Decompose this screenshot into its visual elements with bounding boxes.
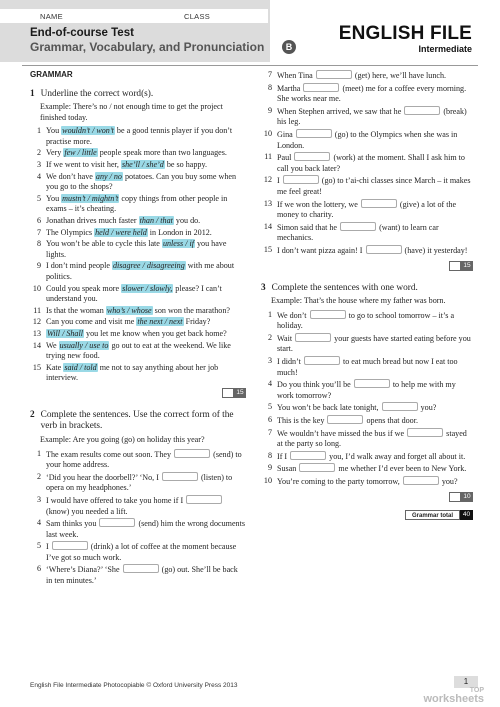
item-text-before: If I bbox=[277, 451, 288, 461]
item-text bbox=[46, 284, 246, 305]
item-text bbox=[277, 463, 473, 475]
item-text-after: (go) out. She’ll be back in ten minutes.’ bbox=[46, 565, 238, 586]
item-text-before: Kate bbox=[46, 362, 62, 372]
item-text-before: Martha bbox=[277, 83, 301, 93]
example bbox=[30, 435, 246, 446]
item-text-before: You won’t be able to cycle this late bbox=[46, 239, 160, 249]
item-text-after: in London in 2012. bbox=[149, 227, 212, 237]
question-item bbox=[261, 310, 473, 332]
item-text-before: Could you speak more bbox=[46, 283, 120, 293]
test-title: End-of-course Test bbox=[30, 27, 134, 39]
grammar-total-label: Grammar total bbox=[405, 510, 460, 520]
item-text-after: be so happy. bbox=[166, 160, 207, 170]
grammar-total-value: 40 bbox=[460, 510, 473, 520]
question-item bbox=[30, 126, 246, 147]
item-text-after: (get) here, we’ll have lunch. bbox=[354, 71, 447, 80]
item-text-after: (send) to your home address. bbox=[46, 449, 242, 470]
test-header bbox=[0, 0, 500, 62]
question-item bbox=[30, 261, 246, 282]
item-text-after: (have) it yesterday! bbox=[404, 245, 468, 255]
item-number: 7 bbox=[36, 227, 41, 237]
item-number: 8 bbox=[36, 239, 41, 249]
name-class-strip bbox=[0, 9, 268, 23]
page-number: 1 bbox=[454, 676, 478, 688]
item-text-before: We wouldn’t have missed the bus if we bbox=[277, 428, 405, 438]
question-2-score bbox=[261, 261, 473, 271]
item-number: 4 bbox=[36, 518, 41, 528]
item-text-after: stayed at the party so long. bbox=[277, 428, 467, 449]
item-text bbox=[46, 160, 246, 171]
item-text-after: to go to school tomorrow – it’s a holiday. bbox=[277, 310, 455, 331]
answer-choices[interactable]: said / told bbox=[64, 362, 97, 372]
score-value: 10 bbox=[461, 492, 473, 502]
item-text bbox=[46, 472, 246, 494]
question-3 bbox=[261, 283, 473, 520]
item-text bbox=[46, 449, 246, 471]
question-item bbox=[261, 402, 473, 414]
question-instruction: Underline the correct word(s). bbox=[40, 88, 154, 99]
item-number: 1 bbox=[36, 448, 41, 458]
example bbox=[261, 296, 473, 307]
answer-choices[interactable]: held / were held bbox=[95, 227, 147, 237]
item-text-after: you do. bbox=[175, 216, 201, 226]
item-text bbox=[277, 451, 473, 463]
item-text bbox=[46, 216, 246, 227]
question-item bbox=[261, 83, 473, 105]
example-label: Example: bbox=[271, 296, 303, 305]
item-text-after: be a good tennis player if you don’t practise more. bbox=[46, 126, 233, 146]
answer-blank[interactable] bbox=[290, 451, 326, 460]
question-item bbox=[30, 148, 246, 159]
item-text bbox=[46, 518, 246, 540]
item-text bbox=[46, 261, 246, 282]
item-text bbox=[46, 495, 246, 517]
item-number: 6 bbox=[36, 216, 41, 226]
question-3-heading bbox=[261, 283, 473, 295]
answer-blank[interactable] bbox=[327, 415, 363, 424]
answer-blank[interactable] bbox=[295, 333, 331, 342]
question-item bbox=[261, 356, 473, 378]
item-text bbox=[277, 310, 473, 332]
item-text bbox=[277, 356, 473, 378]
item-text bbox=[46, 329, 246, 340]
answer-blank[interactable] bbox=[310, 310, 346, 319]
item-text-after: (listen) to opera on my headphones.’ bbox=[46, 472, 233, 493]
item-number: 8 bbox=[267, 82, 272, 92]
item-text bbox=[277, 245, 473, 257]
item-number: 2 bbox=[36, 471, 41, 481]
item-text-before: I don’t mind people bbox=[46, 261, 110, 271]
answer-blank[interactable] bbox=[283, 175, 319, 184]
item-text-before: You won’t be back late tonight, bbox=[277, 403, 379, 413]
answer-blank[interactable] bbox=[52, 541, 88, 550]
item-text bbox=[277, 175, 473, 197]
item-text-after: potatoes. Can you buy some when you go to the shops? bbox=[46, 171, 237, 192]
item-text-before: I would have offered to take you home if I bbox=[46, 495, 184, 505]
example-text: Are you going (go) on holiday this year? bbox=[72, 434, 205, 444]
item-text-before: Do you think you’ll be bbox=[277, 380, 351, 390]
answer-choices[interactable]: than / that bbox=[139, 216, 173, 226]
question-2-items-continued bbox=[261, 70, 473, 257]
item-text-after: (work) at the moment. Shall I ask him to call you back later? bbox=[277, 153, 465, 173]
item-text-before: I didn’t bbox=[277, 356, 301, 366]
item-text-after: Friday? bbox=[185, 317, 211, 327]
item-text-before: Sam thinks you bbox=[46, 519, 97, 529]
item-text-after: me not to say anything about her job interview. bbox=[46, 362, 219, 383]
answer-blank[interactable] bbox=[366, 245, 402, 254]
item-text-after: (send) him the wrong documents last week. bbox=[46, 519, 245, 539]
item-number: 4 bbox=[267, 379, 272, 389]
question-2-items bbox=[30, 449, 246, 587]
question-item bbox=[30, 329, 246, 340]
answer-blank[interactable] bbox=[382, 402, 418, 411]
question-item bbox=[30, 564, 246, 586]
item-text-after: (give) a lot of the money to charity. bbox=[277, 199, 457, 220]
item-text bbox=[277, 428, 473, 450]
section-title: GRAMMAR bbox=[30, 70, 73, 79]
question-item bbox=[30, 449, 246, 471]
answer-choices[interactable]: any / no bbox=[95, 171, 122, 181]
question-number: 1 bbox=[30, 88, 35, 99]
item-text-after: you? bbox=[420, 403, 437, 413]
question-number: 3 bbox=[261, 282, 266, 293]
item-text bbox=[46, 341, 246, 362]
item-text bbox=[46, 228, 246, 239]
score-box[interactable] bbox=[222, 388, 234, 398]
item-text bbox=[277, 415, 473, 427]
item-number: 14 bbox=[263, 221, 272, 231]
item-text-after: (go) to the Olympics when she was in London. bbox=[277, 129, 458, 150]
left-column bbox=[30, 70, 246, 588]
item-text bbox=[46, 148, 246, 159]
item-number: 15 bbox=[263, 244, 272, 254]
item-text bbox=[46, 172, 246, 193]
item-text-before: ‘Did you hear the doorbell?’ ‘No, I bbox=[46, 472, 159, 482]
brand-logo bbox=[339, 24, 472, 54]
score-box[interactable] bbox=[449, 492, 461, 502]
answer-blank[interactable] bbox=[99, 518, 135, 527]
item-text-after: (drink) a lot of coffee at the moment because I’ve got so much work. bbox=[46, 542, 237, 562]
item-number: 9 bbox=[267, 463, 272, 473]
item-number: 12 bbox=[32, 317, 41, 327]
item-number: 7 bbox=[267, 70, 272, 79]
question-item bbox=[261, 199, 473, 221]
item-text-after: (go) to t’ai-chi classes since March – it makes me feel great! bbox=[277, 176, 471, 196]
item-text-after: (know) you needed a lift. bbox=[46, 506, 128, 516]
item-text bbox=[46, 306, 246, 317]
class-label: CLASS bbox=[184, 12, 211, 21]
question-item bbox=[261, 152, 473, 174]
item-text bbox=[277, 83, 473, 105]
item-text-before: When Tina bbox=[277, 71, 313, 80]
answer-blank[interactable] bbox=[407, 428, 443, 437]
item-text-before: Jonathan drives much faster bbox=[46, 216, 137, 226]
answer-blank[interactable] bbox=[174, 449, 210, 458]
item-text bbox=[277, 106, 473, 128]
item-text-after: you have lights. bbox=[46, 239, 227, 259]
item-number: 2 bbox=[267, 332, 272, 342]
example-label: Example: bbox=[40, 102, 72, 112]
question-2 bbox=[30, 410, 246, 587]
example-text: That’s the house where my father was born. bbox=[303, 296, 446, 305]
item-text-after: me whether I’d ever been to New York. bbox=[338, 464, 467, 474]
item-text-after: son won the marathon? bbox=[154, 305, 230, 315]
item-text-before: ‘Where’s Diana?’ ‘She bbox=[46, 565, 120, 575]
question-item bbox=[30, 306, 246, 317]
watermark-worksheets: worksheets bbox=[423, 693, 484, 705]
answer-choices[interactable]: few / little bbox=[64, 148, 97, 158]
example-text: There’s no / not enough time to get the project finished today. bbox=[40, 102, 223, 122]
item-number: 10 bbox=[263, 128, 272, 138]
example-label: Example: bbox=[40, 434, 72, 444]
question-item bbox=[30, 216, 246, 227]
item-text-before: I don’t want pizza again! I bbox=[277, 245, 363, 255]
item-number: 5 bbox=[36, 193, 41, 203]
grammar-total bbox=[261, 510, 473, 520]
question-item bbox=[261, 175, 473, 197]
item-text-before: We don’t have bbox=[46, 171, 93, 181]
name-label: NAME bbox=[40, 12, 63, 21]
item-text-before: Simon said that he bbox=[277, 222, 338, 232]
question-item bbox=[30, 228, 246, 239]
item-text bbox=[277, 379, 473, 401]
item-text bbox=[46, 239, 246, 260]
test-subtitle: Grammar, Vocabulary, and Pronunciation bbox=[30, 40, 265, 54]
item-text-after: you, I’d walk away and forget all about it. bbox=[329, 451, 466, 461]
item-text bbox=[277, 70, 473, 82]
item-text-after: (break) his leg. bbox=[277, 106, 467, 127]
question-1 bbox=[30, 89, 246, 398]
item-text-before: Gina bbox=[277, 129, 293, 139]
answer-blank[interactable] bbox=[354, 379, 390, 388]
item-number: 3 bbox=[36, 494, 41, 504]
item-number: 13 bbox=[32, 328, 41, 338]
item-number: 7 bbox=[267, 427, 272, 437]
answer-blank[interactable] bbox=[361, 199, 397, 208]
example bbox=[30, 102, 246, 123]
item-text-before: Susan bbox=[277, 464, 297, 474]
question-item bbox=[261, 222, 473, 244]
watermark-top: TOP bbox=[469, 687, 484, 694]
item-text-before: If we went to visit her, bbox=[46, 160, 119, 170]
answer-choices[interactable]: Will / Shall bbox=[47, 328, 83, 338]
question-item bbox=[30, 317, 246, 328]
item-text-before: You’re coming to the party tomorrow, bbox=[277, 476, 400, 486]
item-text bbox=[277, 129, 473, 151]
question-item bbox=[30, 284, 246, 305]
item-text-before: Wait bbox=[277, 333, 293, 343]
question-item bbox=[261, 70, 473, 82]
question-item bbox=[261, 333, 473, 355]
question-instruction: Complete the sentences with one word. bbox=[271, 282, 418, 293]
item-text-after: go out to eat at the weekend. We like trying new food. bbox=[46, 340, 231, 361]
question-item bbox=[261, 106, 473, 128]
answer-blank[interactable] bbox=[123, 564, 159, 573]
item-text-before: You bbox=[46, 126, 60, 136]
item-text-before: The Olympics bbox=[46, 227, 93, 237]
question-item bbox=[261, 476, 473, 488]
item-text bbox=[46, 541, 246, 563]
item-text-before: I bbox=[277, 176, 280, 186]
question-3-items bbox=[261, 310, 473, 488]
item-number: 13 bbox=[263, 198, 272, 208]
question-item bbox=[30, 472, 246, 494]
question-3-score bbox=[261, 492, 473, 502]
question-number: 2 bbox=[30, 409, 35, 420]
answer-choices[interactable]: unless / if bbox=[162, 239, 194, 249]
item-number: 10 bbox=[32, 283, 41, 293]
item-number: 3 bbox=[267, 355, 272, 365]
answer-choices[interactable]: who’s / whose bbox=[106, 305, 152, 315]
item-text-before: We bbox=[46, 340, 57, 350]
item-number: 4 bbox=[36, 171, 41, 181]
item-text bbox=[277, 152, 473, 174]
item-text bbox=[46, 363, 246, 384]
footer-copyright: English File Intermediate Photocopiable © Oxford University Press 2013 bbox=[30, 682, 238, 689]
score-value: 15 bbox=[461, 261, 473, 271]
question-item bbox=[261, 129, 473, 151]
item-text-after: you let me know when you get back home? bbox=[86, 328, 227, 338]
header-rule bbox=[22, 65, 478, 66]
item-text-after: please? I can’t understand you. bbox=[46, 283, 222, 304]
item-number: 3 bbox=[36, 160, 41, 170]
item-number: 1 bbox=[36, 126, 41, 136]
answer-blank[interactable] bbox=[186, 495, 222, 504]
question-item bbox=[261, 428, 473, 450]
item-number: 5 bbox=[36, 541, 41, 551]
item-text-before: You bbox=[46, 193, 60, 203]
item-text bbox=[277, 199, 473, 221]
item-number: 12 bbox=[263, 175, 272, 185]
item-text-before: The exam results come out soon. They bbox=[46, 449, 172, 459]
item-number: 9 bbox=[36, 261, 41, 271]
item-number: 11 bbox=[33, 305, 41, 315]
brand-level: Intermediate bbox=[418, 44, 472, 54]
item-text-after: (meet) me for a coffee every morning. She works near me. bbox=[277, 83, 467, 104]
answer-blank[interactable] bbox=[304, 356, 340, 365]
item-text bbox=[277, 476, 473, 488]
item-number: 2 bbox=[36, 148, 41, 158]
answer-blank[interactable] bbox=[404, 106, 440, 115]
item-text-before: Can you come and visit me bbox=[46, 317, 135, 327]
answer-blank[interactable] bbox=[340, 222, 376, 231]
score-value: 15 bbox=[234, 388, 246, 398]
question-1-score bbox=[30, 388, 246, 398]
question-item bbox=[30, 518, 246, 540]
item-number: 1 bbox=[267, 309, 272, 319]
watermark bbox=[423, 686, 484, 704]
question-item bbox=[261, 379, 473, 401]
question-instruction: Complete the sentences. Use the correct form of the verb in brackets. bbox=[40, 409, 234, 432]
question-1-items bbox=[30, 126, 246, 384]
answer-choices[interactable]: she’ll / she’d bbox=[121, 160, 164, 170]
item-text bbox=[277, 333, 473, 355]
item-text-before: Paul bbox=[277, 153, 292, 163]
question-item bbox=[30, 172, 246, 193]
item-text bbox=[46, 126, 246, 147]
item-number: 6 bbox=[36, 564, 41, 574]
question-item bbox=[261, 451, 473, 463]
item-text-before: We don’t bbox=[277, 310, 307, 320]
item-text-after: you? bbox=[441, 476, 458, 486]
item-number: 11 bbox=[264, 152, 272, 162]
answer-choices[interactable]: slower / slowly, bbox=[122, 283, 173, 293]
question-item bbox=[30, 239, 246, 260]
item-number: 6 bbox=[267, 414, 272, 424]
item-text bbox=[277, 222, 473, 244]
question-1-heading bbox=[30, 89, 246, 101]
answer-choices[interactable]: usually / use to bbox=[59, 340, 109, 350]
answer-blank[interactable] bbox=[296, 129, 332, 138]
right-column bbox=[261, 70, 473, 520]
item-text bbox=[46, 317, 246, 328]
item-text-after: with me about politics. bbox=[46, 261, 235, 281]
item-text-before: This is the key bbox=[277, 415, 325, 425]
item-number: 9 bbox=[267, 105, 272, 115]
answer-choices[interactable]: the next / next bbox=[137, 317, 183, 327]
question-item bbox=[30, 341, 246, 362]
answer-choices[interactable]: wouldn’t / won’t bbox=[62, 126, 114, 136]
answer-choices[interactable]: mustn’t / mightn’t bbox=[62, 193, 119, 203]
answer-blank[interactable] bbox=[303, 83, 339, 92]
item-text-after: opens that door. bbox=[366, 415, 418, 425]
answer-blank[interactable] bbox=[316, 70, 352, 79]
item-text bbox=[277, 402, 473, 414]
answer-blank[interactable] bbox=[294, 152, 330, 161]
item-text-after: to eat much bread but now I eat too much! bbox=[277, 356, 458, 377]
question-item bbox=[261, 415, 473, 427]
answer-blank[interactable] bbox=[299, 463, 335, 472]
answer-choices[interactable]: disagree / disagreeing bbox=[112, 261, 185, 271]
item-text-after: copy things from other people in exams – it’s cheating. bbox=[46, 193, 228, 214]
item-number: 5 bbox=[267, 402, 272, 412]
brand-title: ENGLISH FILE bbox=[338, 23, 472, 44]
item-text-before: Very bbox=[46, 148, 62, 158]
question-item bbox=[261, 463, 473, 475]
item-text-before: I bbox=[46, 542, 49, 552]
item-text bbox=[46, 564, 246, 586]
version-badge: B bbox=[282, 40, 296, 54]
item-number: 14 bbox=[32, 340, 41, 350]
question-item bbox=[30, 194, 246, 215]
question-2-heading bbox=[30, 410, 246, 433]
item-text-after: your guests have started eating before you start. bbox=[277, 333, 471, 354]
question-item bbox=[261, 245, 473, 257]
question-item bbox=[30, 495, 246, 517]
item-text-before: Is that the woman bbox=[46, 305, 104, 315]
item-text-before: If we won the lottery, we bbox=[277, 199, 358, 209]
item-text-after: people speak more than two languages. bbox=[99, 148, 227, 158]
answer-blank[interactable] bbox=[162, 472, 198, 481]
item-text-after: (want) to learn car mechanics. bbox=[277, 222, 439, 243]
item-number: 15 bbox=[32, 362, 41, 372]
question-item bbox=[30, 541, 246, 563]
question-item bbox=[30, 160, 246, 171]
answer-blank[interactable] bbox=[403, 476, 439, 485]
question-item bbox=[30, 363, 246, 384]
item-number: 8 bbox=[267, 450, 272, 460]
item-text bbox=[46, 194, 246, 215]
score-box[interactable] bbox=[449, 261, 461, 271]
item-text-after: to help me with my work tomorrow? bbox=[277, 380, 456, 400]
item-text-before: When Stephen arrived, we saw that he bbox=[277, 106, 402, 116]
item-number: 10 bbox=[263, 475, 272, 485]
